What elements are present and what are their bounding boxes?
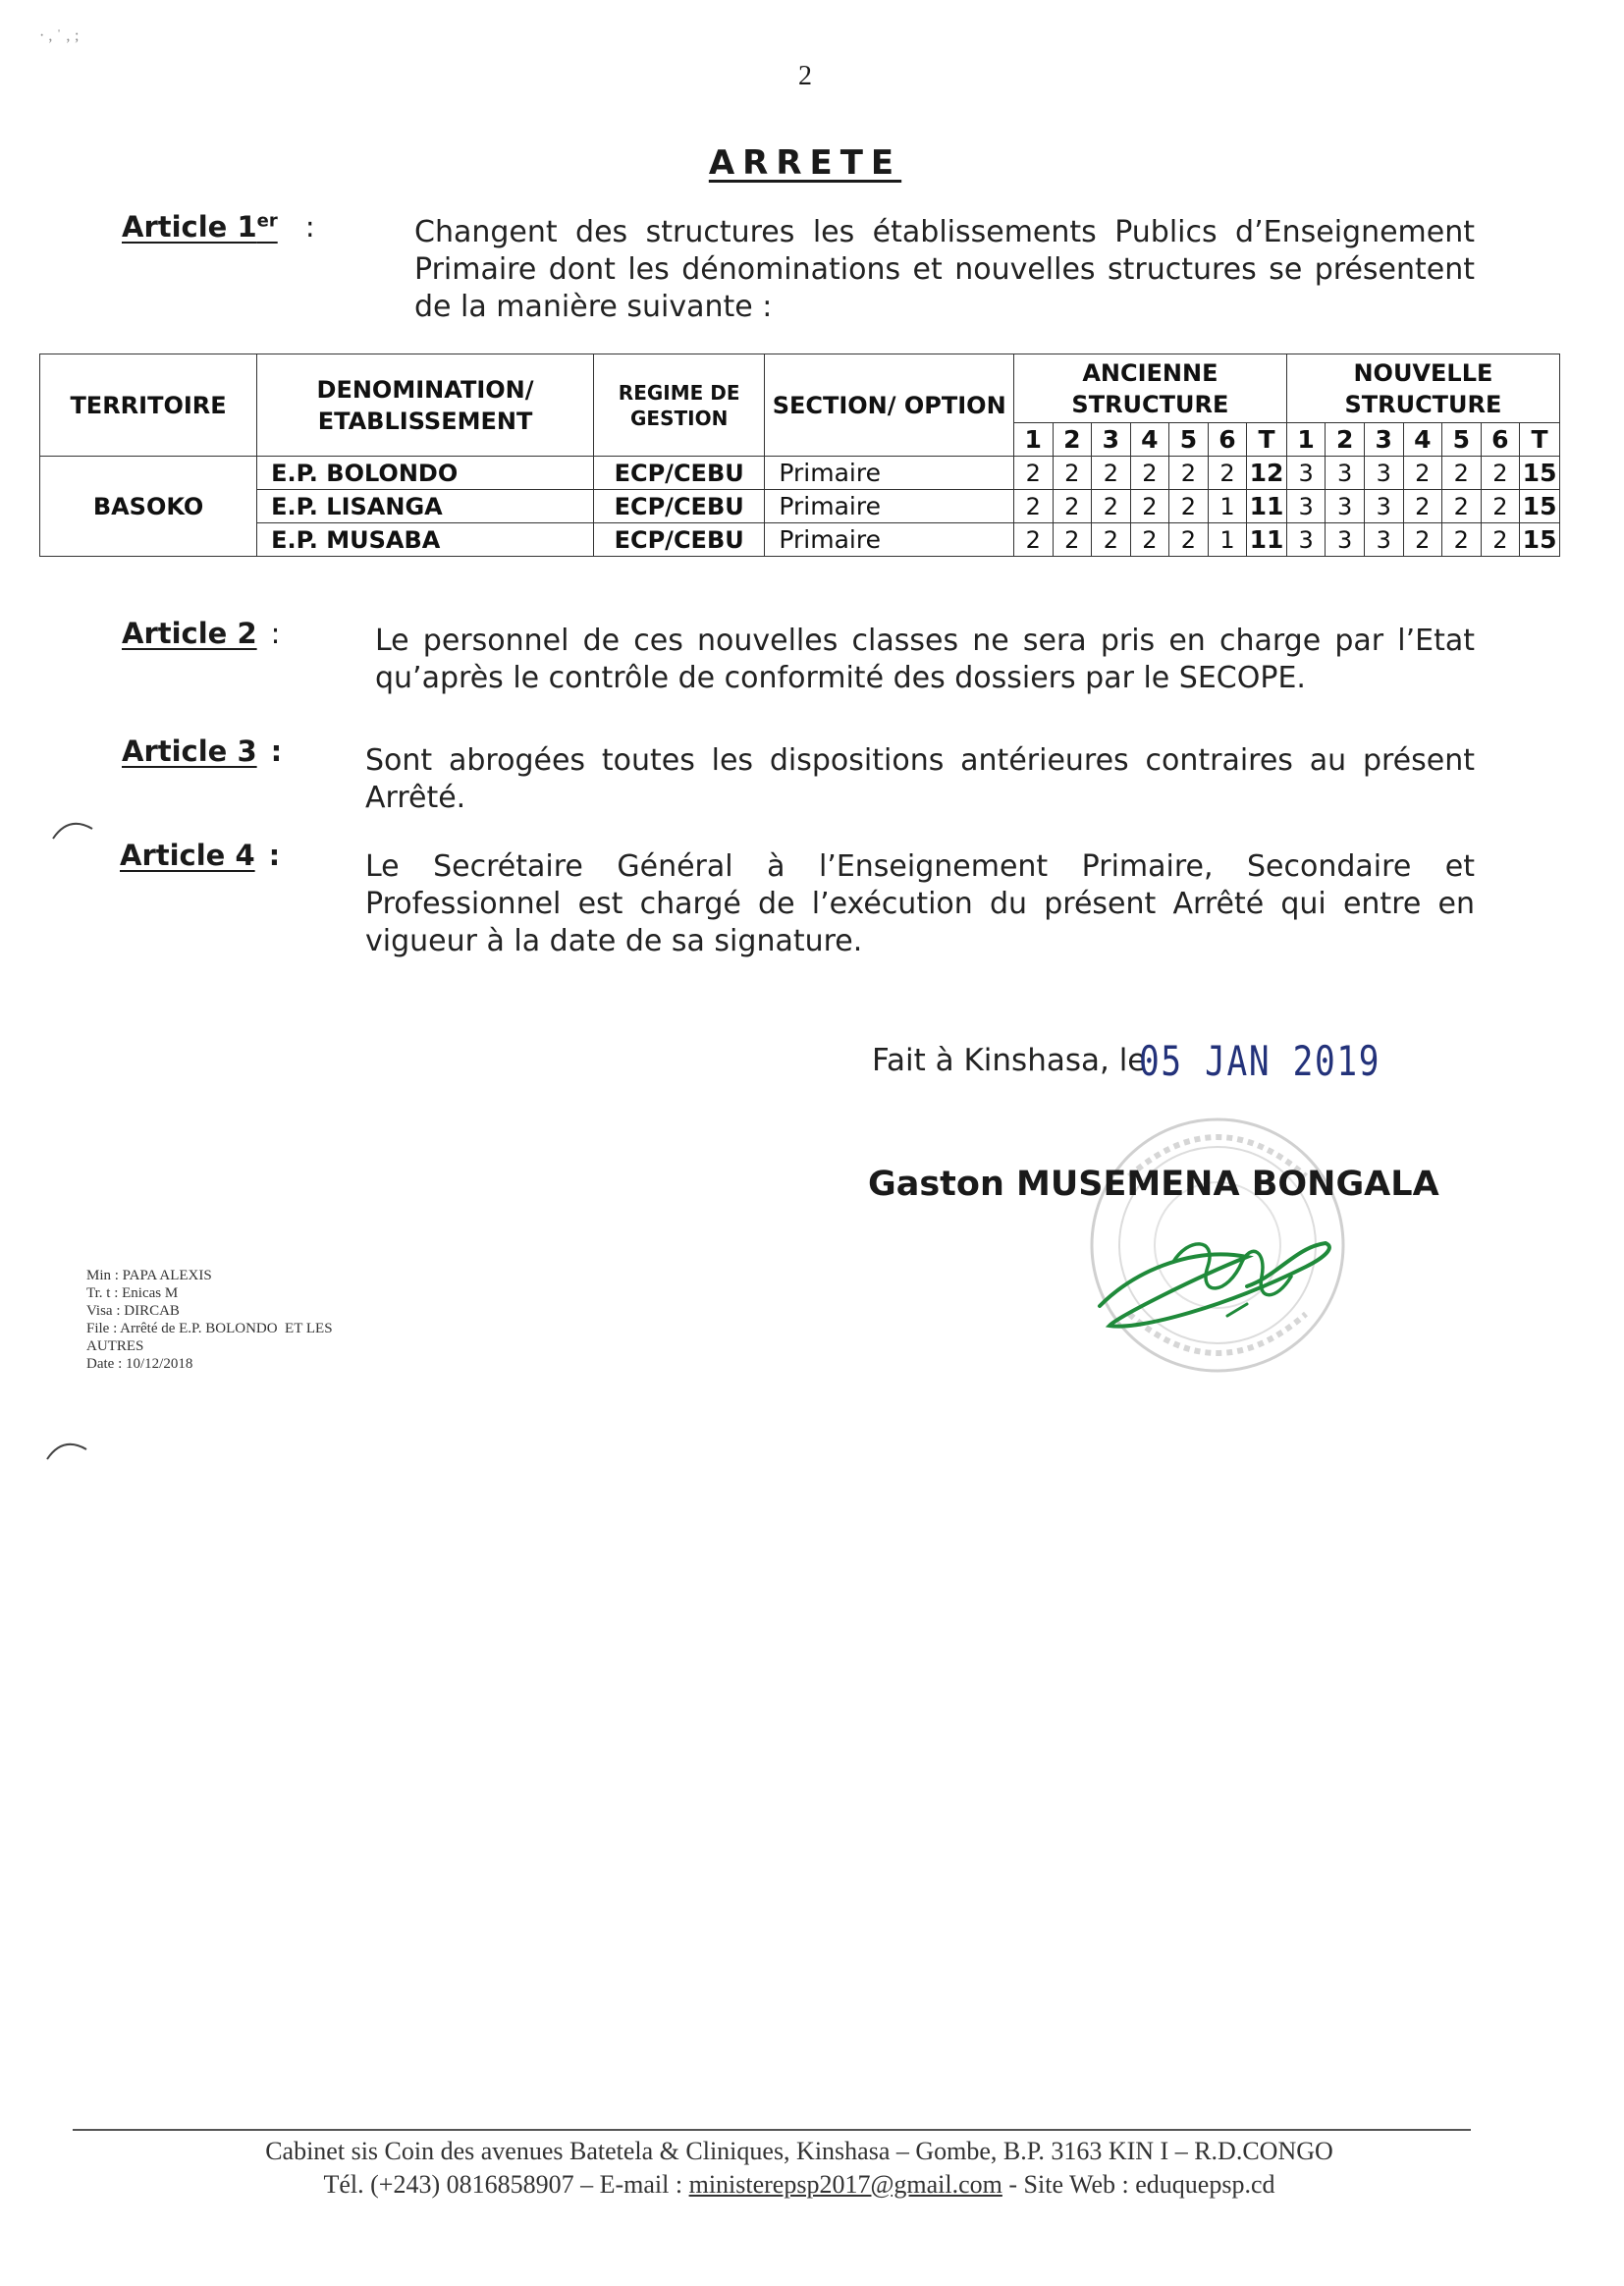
cell-option: Primaire — [765, 523, 1014, 557]
page-number: 2 — [798, 61, 812, 91]
reference-line: Date : 10/12/2018 — [86, 1356, 193, 1372]
table-row — [40, 457, 1560, 490]
cell-option: Primaire — [765, 490, 1014, 523]
cell-ancienne-value: 1 — [1208, 523, 1247, 557]
reference-line: File : Arrêté de E.P. BOLONDO ET LES — [86, 1321, 333, 1336]
cell-nouvelle-value: 3 — [1326, 457, 1365, 490]
cell-nouvelle-value: 3 — [1286, 490, 1326, 523]
sub-header: 3 — [1364, 423, 1403, 457]
sub-header: 1 — [1286, 423, 1326, 457]
cell-ancienne-value: 2 — [1013, 523, 1053, 557]
reference-block — [86, 1267, 410, 1373]
sub-header: 1 — [1013, 423, 1053, 457]
cell-ancienne-total: 11 — [1247, 490, 1287, 523]
sub-header: 4 — [1130, 423, 1169, 457]
footer-address: Cabinet sis Coin des avenues Batetela & Cliniques, Kinshasa – Gombe, B.P. 3163 KIN I – R.D.CONGO — [265, 2137, 1333, 2165]
reference-line: Tr. t : Enicas M — [86, 1285, 179, 1301]
footer-email-link[interactable]: ministerepsp2017@gmail.com — [688, 2170, 1002, 2199]
table-header-row — [40, 354, 1560, 423]
sub-header: T — [1520, 423, 1560, 457]
sub-header: 2 — [1053, 423, 1092, 457]
cell-nouvelle-value: 2 — [1481, 523, 1520, 557]
cell-ancienne-value: 2 — [1053, 490, 1092, 523]
cell-ancienne-value: 2 — [1208, 457, 1247, 490]
article-2-text: Le personnel de ces nouvelles classes ne sera pris en charge par l’Etat qu’après le contrôle de conformité des dossiers par le SECOPE. — [375, 624, 1475, 695]
sub-header: 5 — [1442, 423, 1482, 457]
place-and-date-label: Fait à Kinshasa, le — [872, 1043, 1147, 1078]
cell-ancienne-value: 2 — [1169, 457, 1209, 490]
cell-ancienne-value: 2 — [1130, 523, 1169, 557]
article-2-label: Article 2 : — [122, 617, 281, 650]
cell-ancienne-value: 2 — [1169, 523, 1209, 557]
cell-etablissement: E.P. MUSABA — [257, 523, 594, 557]
cell-ancienne-value: 2 — [1053, 523, 1092, 557]
article-4-label: Article 4 : — [120, 839, 281, 872]
sub-header: 6 — [1481, 423, 1520, 457]
header-section: SECTION/ OPTION — [765, 354, 1014, 457]
scan-marks: · , ˈ ‚ ; — [39, 27, 80, 44]
cell-nouvelle-value: 2 — [1442, 490, 1482, 523]
cell-nouvelle-value: 2 — [1442, 457, 1482, 490]
header-nouvelle-structure: NOUVELLE STRUCTURE — [1286, 354, 1559, 423]
cell-nouvelle-value: 3 — [1364, 490, 1403, 523]
cell-option: Primaire — [765, 457, 1014, 490]
cell-ancienne-value: 2 — [1013, 490, 1053, 523]
punch-hole-mark — [43, 1434, 92, 1463]
cell-ancienne-value: 2 — [1092, 490, 1131, 523]
cell-nouvelle-total: 15 — [1520, 490, 1560, 523]
cell-nouvelle-value: 3 — [1326, 523, 1365, 557]
cell-ancienne-value: 2 — [1053, 457, 1092, 490]
cell-ancienne-value: 2 — [1092, 457, 1131, 490]
cell-nouvelle-value: 3 — [1364, 523, 1403, 557]
reference-line: Visa : DIRCAB — [86, 1303, 180, 1319]
cell-nouvelle-value: 3 — [1326, 490, 1365, 523]
footer-contact: Tél. (+243) 0816858907 – E-mail : ministerepsp2017@gmail.com - Site Web : eduquepsp.cd — [323, 2170, 1275, 2199]
cell-territoire: BASOKO — [40, 457, 257, 557]
header-regime: REGIME DE GESTION — [593, 354, 764, 457]
cell-nouvelle-value: 3 — [1286, 523, 1326, 557]
sub-header: T — [1247, 423, 1287, 457]
cell-regime: ECP/CEBU — [593, 457, 764, 490]
sub-header: 5 — [1169, 423, 1209, 457]
sub-header: 3 — [1092, 423, 1131, 457]
cell-nouvelle-value: 2 — [1403, 490, 1442, 523]
cell-regime: ECP/CEBU — [593, 523, 764, 557]
cell-nouvelle-value: 3 — [1286, 457, 1326, 490]
article-3-label: Article 3 : — [122, 735, 283, 768]
footer-divider — [73, 2129, 1471, 2131]
cell-nouvelle-value: 3 — [1364, 457, 1403, 490]
reference-line: Min : PAPA ALEXIS — [86, 1268, 212, 1283]
sub-header: 6 — [1208, 423, 1247, 457]
cell-ancienne-value: 2 — [1130, 490, 1169, 523]
cell-nouvelle-total: 15 — [1520, 457, 1560, 490]
table-row — [40, 490, 1560, 523]
article-1-text: Changent des structures les établissements Publics d’Enseignement Primaire dont les dénominations et nouvelles structures se présentent de la manière suivante : — [414, 215, 1475, 324]
article-1-label: Article 1er : — [122, 210, 315, 244]
cell-etablissement: E.P. BOLONDO — [257, 457, 594, 490]
cell-nouvelle-value: 2 — [1403, 457, 1442, 490]
header-ancienne-structure: ANCIENNE STRUCTURE — [1013, 354, 1286, 423]
cell-nouvelle-value: 2 — [1481, 457, 1520, 490]
sub-header: 4 — [1403, 423, 1442, 457]
article-4-text: Le Secrétaire Général à l’Enseignement Primaire, Secondaire et Professionnel est chargé de l’exécution du présent Arrêté qui entre en vigueur à la date de sa signature. — [365, 849, 1475, 958]
date-stamp: 05 JAN 2019 — [1139, 1037, 1381, 1085]
header-territoire: TERRITOIRE — [40, 354, 257, 457]
cell-ancienne-value: 2 — [1130, 457, 1169, 490]
cell-nouvelle-value: 2 — [1403, 523, 1442, 557]
handwritten-signature — [1080, 1208, 1355, 1355]
header-denomination: DENOMINATION/ ETABLISSEMENT — [257, 354, 594, 457]
cell-etablissement: E.P. LISANGA — [257, 490, 594, 523]
reference-line: AUTRES — [86, 1338, 144, 1354]
cell-nouvelle-value: 2 — [1442, 523, 1482, 557]
punch-hole-mark — [49, 813, 98, 843]
document-title: ARRETE — [708, 143, 902, 183]
article-3-text: Sont abrogées toutes les dispositions antérieures contraires au présent Arrêté. — [365, 743, 1475, 815]
article-1-superscript: er — [256, 210, 278, 232]
cell-ancienne-value: 2 — [1169, 490, 1209, 523]
cell-nouvelle-value: 2 — [1481, 490, 1520, 523]
cell-nouvelle-total: 15 — [1520, 523, 1560, 557]
cell-ancienne-total: 12 — [1247, 457, 1287, 490]
cell-ancienne-value: 2 — [1092, 523, 1131, 557]
sub-header: 2 — [1326, 423, 1365, 457]
cell-ancienne-value: 2 — [1013, 457, 1053, 490]
structure-table — [39, 354, 1560, 557]
footer — [73, 2135, 1526, 2202]
cell-ancienne-total: 11 — [1247, 523, 1287, 557]
cell-regime: ECP/CEBU — [593, 490, 764, 523]
table-row — [40, 523, 1560, 557]
cell-ancienne-value: 1 — [1208, 490, 1247, 523]
signatory-name: Gaston MUSEMENA BONGALA — [868, 1165, 1439, 1204]
